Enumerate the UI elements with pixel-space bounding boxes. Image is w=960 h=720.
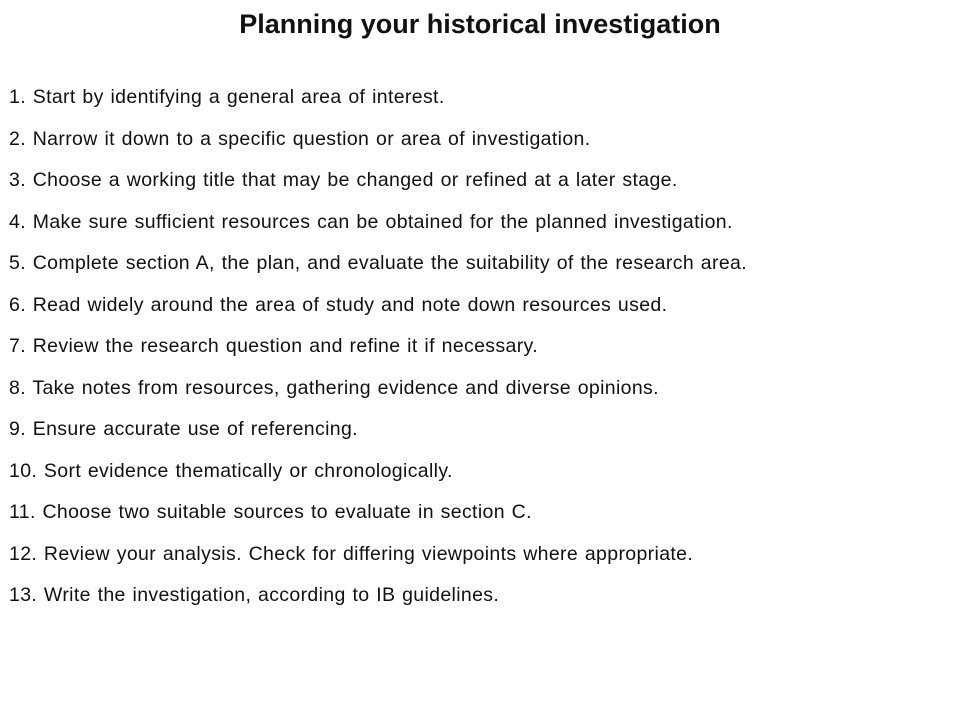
step-item-9: 9. Ensure accurate use of referencing. <box>9 418 358 440</box>
step-item-7: 7. Review the research question and refine it if necessary. <box>9 335 538 357</box>
steps-list <box>9 84 949 624</box>
step-item-1: 1. Start by identifying a general area of interest. <box>9 86 445 108</box>
step-item-5: 5. Complete section A, the plan, and evaluate the suitability of the research area. <box>9 252 747 274</box>
step-item-2: 2. Narrow it down to a specific question or area of investigation. <box>9 127 591 150</box>
step-item-6: 6. Read widely around the area of study and note down resources used. <box>9 293 668 316</box>
page-title: Planning your historical investigation <box>239 9 721 39</box>
step-item-11: 11. Choose two suitable sources to evaluate in section C. <box>9 501 532 523</box>
step-item-13: 13. Write the investigation, according to IB guidelines. <box>9 584 500 606</box>
step-item-3: 3. Choose a working title that may be changed or refined at a later stage. <box>9 169 678 191</box>
step-item-4: 4. Make sure sufficient resources can be obtained for the planned investigation. <box>9 210 733 233</box>
step-item-8: 8. Take notes from resources, gathering evidence and diverse opinions. <box>9 376 659 399</box>
step-item-12: 12. Review your analysis. Check for differing viewpoints where appropriate. <box>9 542 694 565</box>
step-item-10: 10. Sort evidence thematically or chronologically. <box>9 459 453 482</box>
